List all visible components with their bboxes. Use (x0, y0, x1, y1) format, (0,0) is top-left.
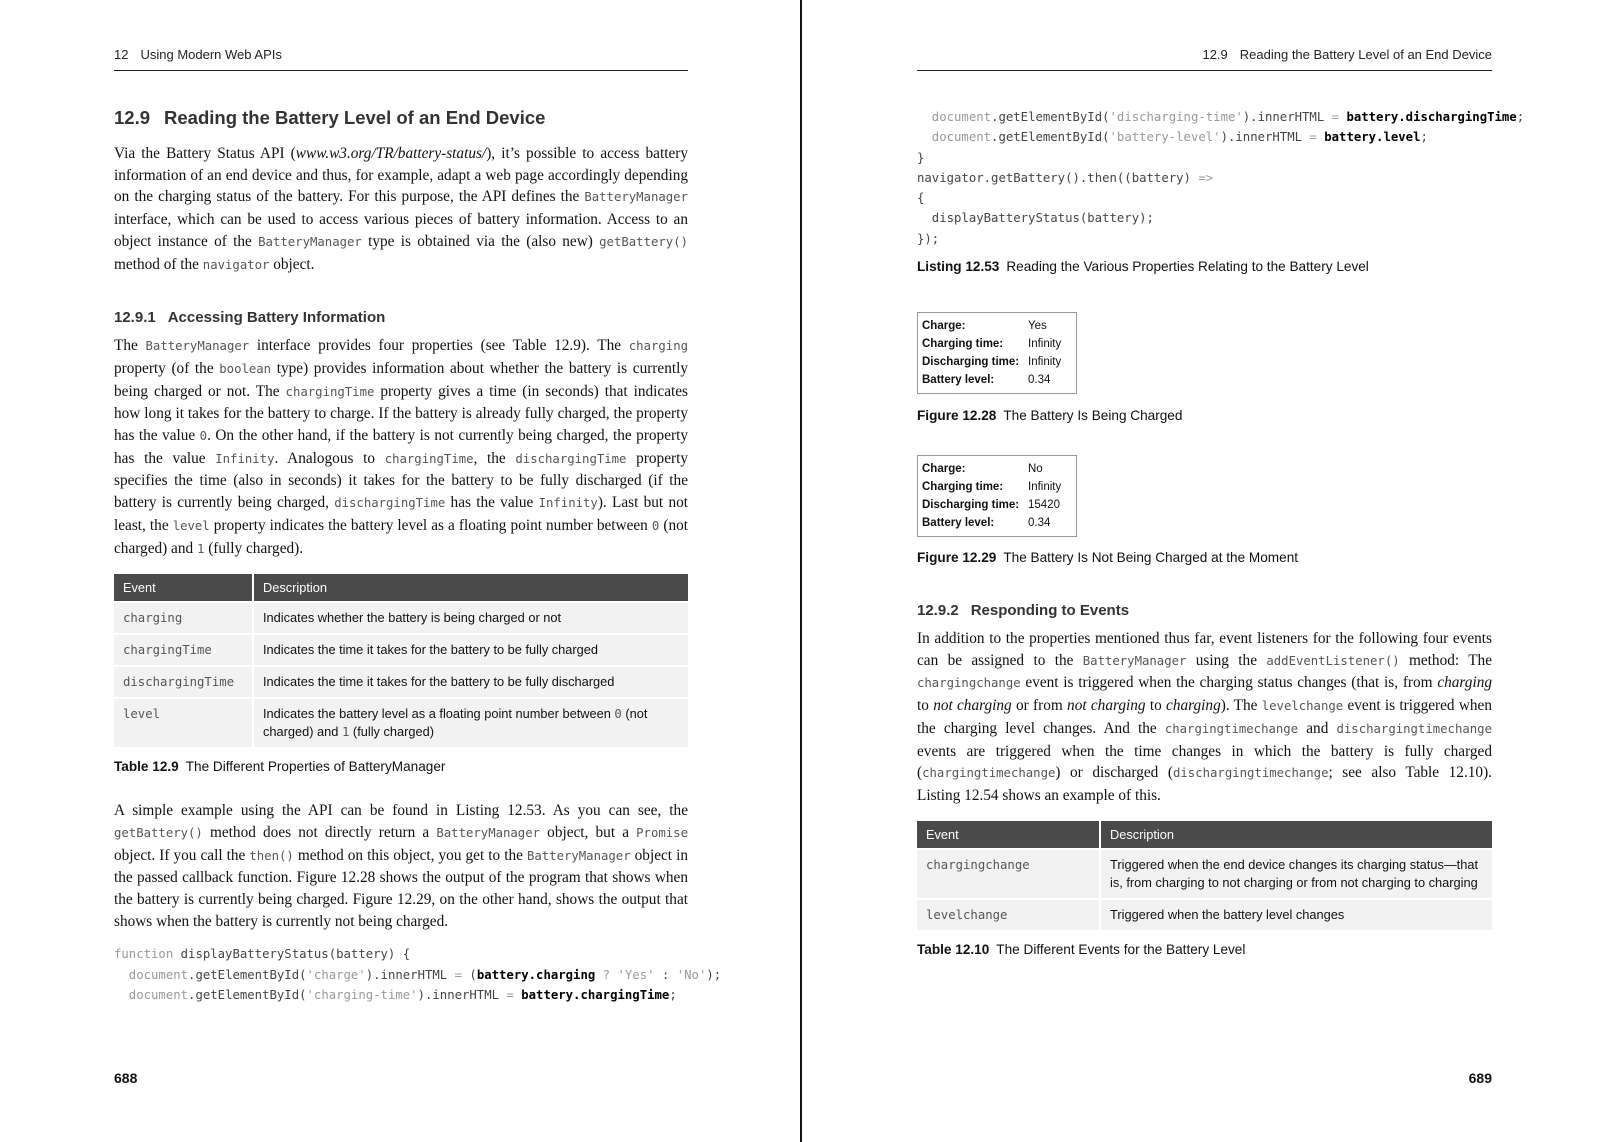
right-column-lower (917, 602, 1492, 957)
table-row (114, 634, 688, 666)
events-table (917, 821, 1492, 930)
left-column (114, 107, 722, 1005)
figure-charging-output (917, 312, 1077, 394)
subsection-number: 12.9.2 (917, 602, 959, 619)
properties-paragraph: The BatteryManager interface provides four properties (see Table 12.9). The charging property (of the boolean type) provides information about whether the battery is currently being charged or not. The chargingTime property gives a time (in seconds) that indicates how long it takes for the battery to charge. If the battery is already fully charged, the property has the value 0. On the other hand, if the battery is not currently being charged, the property has the value Infinity. Analogous to chargingTime, the dischargingTime property specifies the time (also in seconds) it takes for the battery to be fully discharged (if the battery is currently being charged, dischargingTime has the value Infinity). Last but not least, the level property indicates the battery level as a floating point number between 0 (not charged) and 1 (fully charged). (114, 337, 689, 557)
table-header-description: Description (1100, 821, 1492, 849)
section-heading (114, 107, 688, 129)
subsection-title: Responding to Events (970, 602, 1130, 619)
figure-caption (917, 550, 1298, 565)
header-rule (114, 70, 688, 71)
output-row: Charging time: Infinity (922, 481, 1062, 493)
caption-text: The Different Properties of BatteryManager (185, 759, 446, 775)
table-cell-description: Triggered when the battery level changes (1100, 899, 1492, 930)
table-header-description: Description (253, 574, 688, 602)
table-cell-description: Triggered when the end device changes its charging status—that is, from charging to not charging or from not charging to charging (1100, 849, 1492, 899)
right-page (801, 0, 1600, 1142)
caption-label: Figure 12.28 (917, 408, 997, 423)
chapter-title: Using Modern Web APIs (140, 47, 282, 62)
output-row: Charge: Yes (922, 320, 1047, 332)
chapter-number: 12 (114, 47, 129, 62)
running-head-right (1202, 47, 1492, 62)
table-header-event: Event (114, 574, 253, 602)
table-cell-event: dischargingTime (114, 666, 253, 698)
caption-label: Table 12.10 (917, 941, 990, 957)
table-cell-event: level (114, 698, 253, 747)
section-title: Reading the Battery Level of an End Device (164, 107, 546, 128)
table-header-row (917, 821, 1492, 849)
table-header-row (114, 574, 688, 602)
table-cell-description: Indicates the time it takes for the battery to be fully discharged (253, 666, 688, 698)
url-link[interactable]: www.w3.org/TR/battery-status/ (295, 145, 487, 162)
code-listing-part1: function displayBatteryStatus(battery) { document.getElementById('charge').innerHTML = (battery.charging ? 'Yes' : 'No'); document.getElementById('charging-time').innerHTML = battery.chargingTime; (114, 947, 722, 1003)
subsection-title: Accessing Battery Information (167, 309, 386, 327)
table-row (917, 849, 1492, 899)
output-row: Discharging time: Infinity (922, 356, 1062, 368)
page-number-left: 688 (114, 1070, 138, 1086)
intro-paragraph: Via the Battery Status API (www.w3.org/TR/battery-status/), it’s possible to access battery information of an end device and thus, for example, adapt a web page accordingly depending on the charging status of the battery. For this purpose, the API defines the BatteryManager interface, which can be used to access various pieces of battery information. Access to an object instance of the BatteryManager type is obtained via the (also new) getBattery() method of the navigator object. (114, 145, 688, 273)
table-row (114, 698, 688, 747)
table-cell-description: Indicates whether the battery is being charged or not (253, 602, 688, 634)
table-row (917, 899, 1492, 930)
table-cell-event: charging (114, 602, 253, 634)
properties-table (114, 574, 688, 747)
caption-text: The Battery Is Not Being Charged at the Moment (1003, 550, 1299, 565)
table-cell-description: Indicates the battery level as a floating point number between 0 (not charged) and 1 (fully charged) (253, 698, 688, 747)
table-caption (114, 759, 688, 774)
output-row: Discharging time: 15420 (922, 499, 1060, 511)
header-rule (917, 70, 1492, 71)
output-row: Charging time: Infinity (922, 338, 1062, 350)
example-paragraph: A simple example using the API can be found in Listing 12.53. As you can see, the getBattery() method does not directly return a BatteryManager object, but a Promise object. If you call the then() method on this object, you get to the BatteryManager object in the passed callback function. Figure 12.28 shows the output of the program that shows when the battery is currently being charged. Figure 12.29, on the other hand, shows the output that shows when the battery is currently not being charged. (114, 802, 688, 930)
caption-text: The Different Events for the Battery Level (996, 941, 1246, 957)
table-cell-event: chargingTime (114, 634, 253, 666)
right-column (917, 107, 1525, 275)
table-row (114, 666, 688, 698)
table-cell-event: chargingchange (917, 849, 1100, 899)
output-row: Charge: No (922, 463, 1043, 475)
table-header-event: Event (917, 821, 1100, 849)
table-caption (917, 942, 1492, 957)
output-row: Battery level: 0.34 (922, 374, 1051, 386)
events-paragraph: In addition to the properties mentioned thus far, event listeners for the following four events can be assigned to the BatteryManager using the addEventListener() method: The chargingchange event is triggered when the charging status changes (that is, from charging to not charging or from not charging to charging). The levelchange event is triggered when the charging level changes. And the chargingtimechange and dischargingtimechange events are triggered when the time changes in which the battery is fully charged (chargingtimechange) or discharged (dischargingtimechange; see also Table 12.10). Listing 12.54 shows an example of this. (917, 630, 1493, 804)
section-number: 12.9 (114, 107, 151, 128)
caption-label: Table 12.9 (114, 759, 179, 775)
table-cell-description: Indicates the time it takes for the battery to be fully charged (253, 634, 688, 666)
subsection-number: 12.9.1 (114, 309, 156, 327)
subsection-heading (114, 309, 688, 326)
subsection-heading (917, 602, 1492, 619)
output-row: Battery level: 0.34 (922, 517, 1051, 529)
table-row (114, 602, 688, 634)
caption-text: The Battery Is Being Charged (1003, 408, 1183, 423)
figure-caption (917, 408, 1182, 423)
section-title-head: Reading the Battery Level of an End Device (1239, 47, 1492, 62)
running-head-left (114, 47, 282, 62)
figure-not-charging-output (917, 455, 1077, 537)
caption-label: Figure 12.29 (917, 550, 997, 565)
page-number-right: 689 (1468, 1070, 1492, 1086)
listing-caption (917, 259, 1492, 274)
section-number-head: 12.9 (1202, 47, 1228, 62)
caption-label: Listing 12.53 (917, 259, 1000, 275)
table-cell-event: levelchange (917, 899, 1100, 930)
caption-text: Reading the Various Properties Relating to the Battery Level (1006, 259, 1369, 275)
code-listing-part2: document.getElementById('discharging-time').innerHTML = battery.dischargingTime; document.getElementById('battery-level').innerHTML = battery.level; } navigator.getBattery().then((battery) => { displayBatteryStatus(battery); }); (917, 110, 1525, 246)
